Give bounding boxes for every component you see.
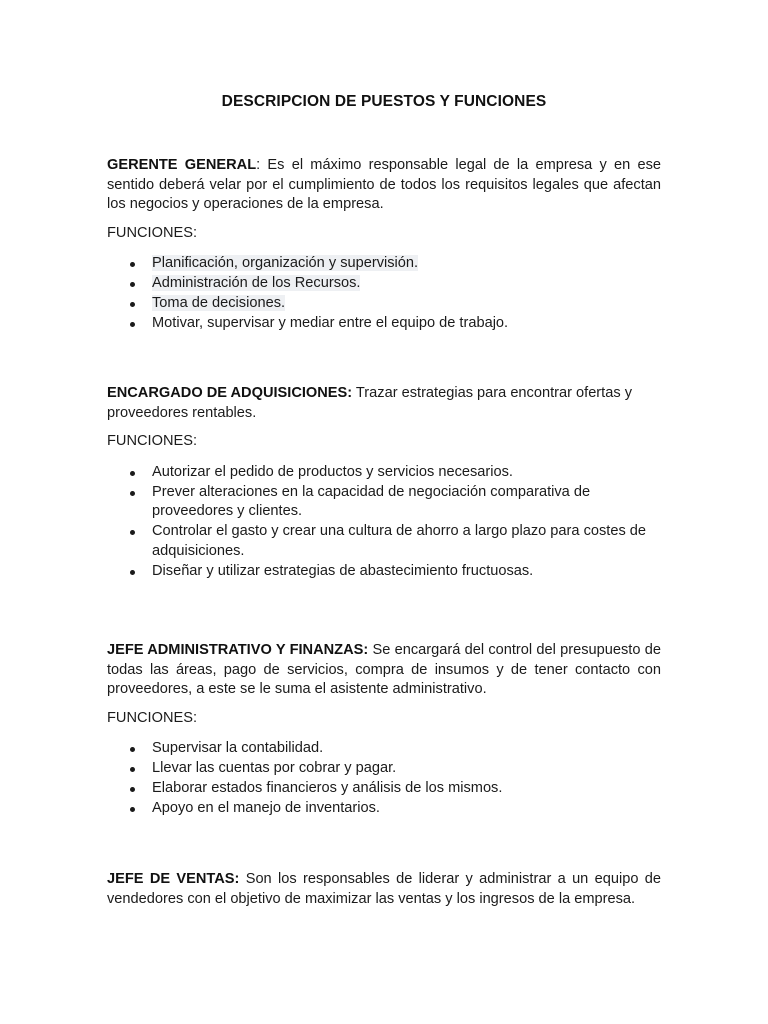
list-item-text: Apoyo en el manejo de inventarios.	[152, 800, 380, 817]
bullet-icon	[130, 302, 135, 307]
role-description: Se encargará del control del presupuesto de todas las áreas, pago de servicios, compra de insumos y de tener contacto con proveedores, a este se le suma el asistente administrativo.	[107, 642, 661, 697]
list-item-text: Autorizar el pedido de productos y servicios necesarios.	[152, 463, 513, 480]
list-item	[107, 483, 661, 522]
functions-list	[107, 463, 661, 582]
list-item	[107, 274, 661, 294]
list-item-text: Prever alteraciones en la capacidad de negociación comparativa de proveedores y clientes.	[152, 483, 591, 520]
document-title: DESCRIPCION DE PUESTOS Y FUNCIONES	[221, 93, 547, 110]
bullet-icon	[130, 471, 135, 476]
section-description	[107, 641, 661, 700]
bullet-icon	[130, 807, 135, 812]
bullet-icon	[130, 262, 135, 267]
functions-label: FUNCIONES:	[107, 433, 197, 449]
functions-label: FUNCIONES:	[107, 224, 197, 241]
list-item	[107, 463, 661, 483]
section-description	[107, 870, 661, 909]
section-jefe-ventas	[107, 870, 661, 909]
list-item	[107, 294, 661, 314]
list-item	[107, 779, 661, 799]
bullet-icon	[130, 570, 135, 575]
role-description: Es el máximo responsable legal de la empresa y en ese sentido deberá velar por el cumplimiento de todos los requisitos legales que afectan los negocios y operaciones de la empresa.	[107, 157, 661, 212]
list-item-text: Toma de decisiones.	[152, 295, 286, 312]
role-title: JEFE DE VENTAS:	[107, 871, 240, 887]
list-item-text: Diseñar y utilizar estrategias de abastecimiento fructuosas.	[152, 562, 534, 579]
role-description: Trazar estrategias para encontrar ofertas y proveedores rentables.	[107, 385, 632, 421]
section-gerente-general	[107, 156, 661, 334]
list-item	[107, 759, 661, 779]
role-title: GERENTE GENERAL	[107, 157, 257, 173]
section-jefe-administrativo-finanzas	[107, 641, 661, 819]
bullet-icon	[130, 787, 135, 792]
list-item	[107, 254, 661, 274]
list-item	[107, 739, 661, 759]
list-item-text: Planificación, organización y supervisión.	[152, 255, 419, 271]
bullet-icon	[130, 322, 135, 327]
list-item-text: Controlar el gasto y crear una cultura de ahorro a largo plazo para costes de adquisiciones.	[152, 523, 647, 559]
role-description: Son los responsables de liderar y administrar a un equipo de vendedores con el objetivo de maximizar las ventas y los ingresos de la empresa.	[107, 871, 661, 907]
functions-list	[107, 254, 661, 334]
role-separator: :	[256, 157, 261, 173]
role-title: JEFE ADMINISTRATIVO Y FINANZAS:	[107, 642, 369, 658]
list-item-text: Supervisar la contabilidad.	[152, 740, 324, 756]
list-item-text: Llevar las cuentas por cobrar y pagar.	[152, 760, 397, 777]
list-item	[107, 562, 661, 582]
section-encargado-adquisiciones	[107, 384, 661, 582]
bullet-icon	[130, 491, 135, 496]
list-item-text: Elaborar estados financieros y análisis de los mismos.	[152, 780, 503, 797]
list-item	[107, 522, 661, 561]
section-description	[107, 156, 661, 215]
bullet-icon	[130, 747, 135, 752]
section-description	[107, 384, 661, 423]
functions-label: FUNCIONES:	[107, 709, 197, 726]
list-item	[107, 799, 661, 819]
list-item	[107, 314, 661, 334]
list-item-text: Administración de los Recursos.	[152, 275, 361, 292]
bullet-icon	[130, 767, 135, 772]
role-title: ENCARGADO DE ADQUISICIONES:	[107, 385, 353, 401]
bullet-icon	[130, 530, 135, 535]
list-item-text: Motivar, supervisar y mediar entre el equipo de trabajo.	[152, 315, 509, 332]
functions-list	[107, 739, 661, 819]
bullet-icon	[130, 282, 135, 287]
